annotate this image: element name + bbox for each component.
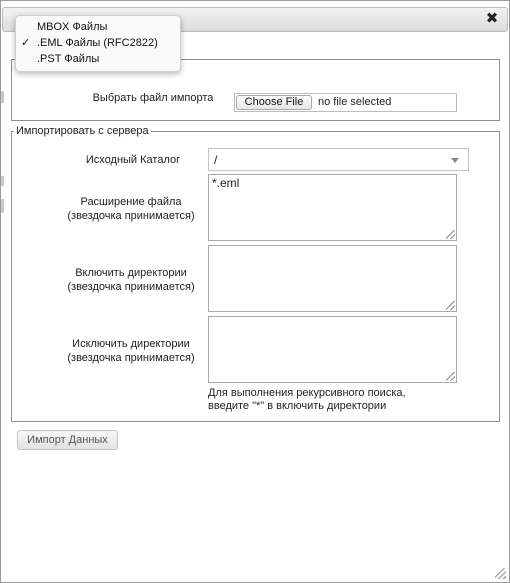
- background-edge: [1, 176, 4, 186]
- include-dirs-label-line1: Включить директории: [75, 267, 187, 279]
- import-data-button[interactable]: Импорт Данных: [17, 430, 118, 450]
- extension-label-line1: Расширение файла: [80, 196, 182, 208]
- exclude-dirs-label-line1: Исключить директории: [72, 338, 190, 350]
- extension-value: *.eml: [212, 176, 240, 190]
- file-status-text: no file selected: [318, 96, 392, 108]
- server-section-legend: Импортировать с сервера: [16, 125, 149, 137]
- background-edge: [1, 91, 4, 103]
- exclude-dirs-label-line2: (звездочка принимается): [67, 352, 195, 364]
- choose-file-button[interactable]: Choose File: [236, 95, 312, 110]
- menu-item-eml[interactable]: [16, 36, 180, 51]
- exclude-dirs-textarea[interactable]: [208, 316, 457, 383]
- resize-grip-icon[interactable]: [446, 301, 455, 310]
- menu-item-mbox[interactable]: [16, 20, 180, 35]
- source-dir-label: Исходный Каталог: [85, 154, 181, 166]
- format-dropdown-menu: [15, 15, 181, 72]
- resize-grip-icon[interactable]: [446, 372, 455, 381]
- source-dir-value: /: [214, 153, 218, 167]
- include-dirs-label: [31, 266, 231, 294]
- menu-item-label: .PST Файлы: [37, 53, 100, 65]
- menu-item-label: MBOX Файлы: [37, 21, 108, 33]
- extension-label-line2: (звездочка принимается): [67, 210, 195, 222]
- extension-label: [31, 195, 231, 223]
- chevron-down-icon: [451, 158, 459, 163]
- include-dirs-textarea[interactable]: [208, 245, 457, 312]
- recursive-hint-line1: Для выполнения рекурсивного поиска,: [208, 387, 406, 399]
- dialog-resize-icon[interactable]: [495, 568, 506, 579]
- resize-grip-icon[interactable]: [446, 230, 455, 239]
- recursive-hint: [208, 387, 468, 413]
- source-dir-select[interactable]: [208, 148, 469, 171]
- background-edge: [1, 199, 4, 213]
- check-icon: ✓: [21, 37, 31, 49]
- choose-file-label: Выбрать файл импорта: [92, 92, 214, 104]
- menu-item-pst[interactable]: [16, 52, 180, 67]
- recursive-hint-line2: введите "*" в включить директории: [208, 400, 387, 412]
- file-input[interactable]: [234, 93, 457, 112]
- menu-item-label: .EML Файлы (RFC2822): [37, 37, 158, 49]
- extension-textarea[interactable]: [208, 174, 457, 241]
- close-icon[interactable]: ✖: [485, 10, 499, 27]
- include-dirs-label-line2: (звездочка принимается): [67, 281, 195, 293]
- exclude-dirs-label: [31, 337, 231, 365]
